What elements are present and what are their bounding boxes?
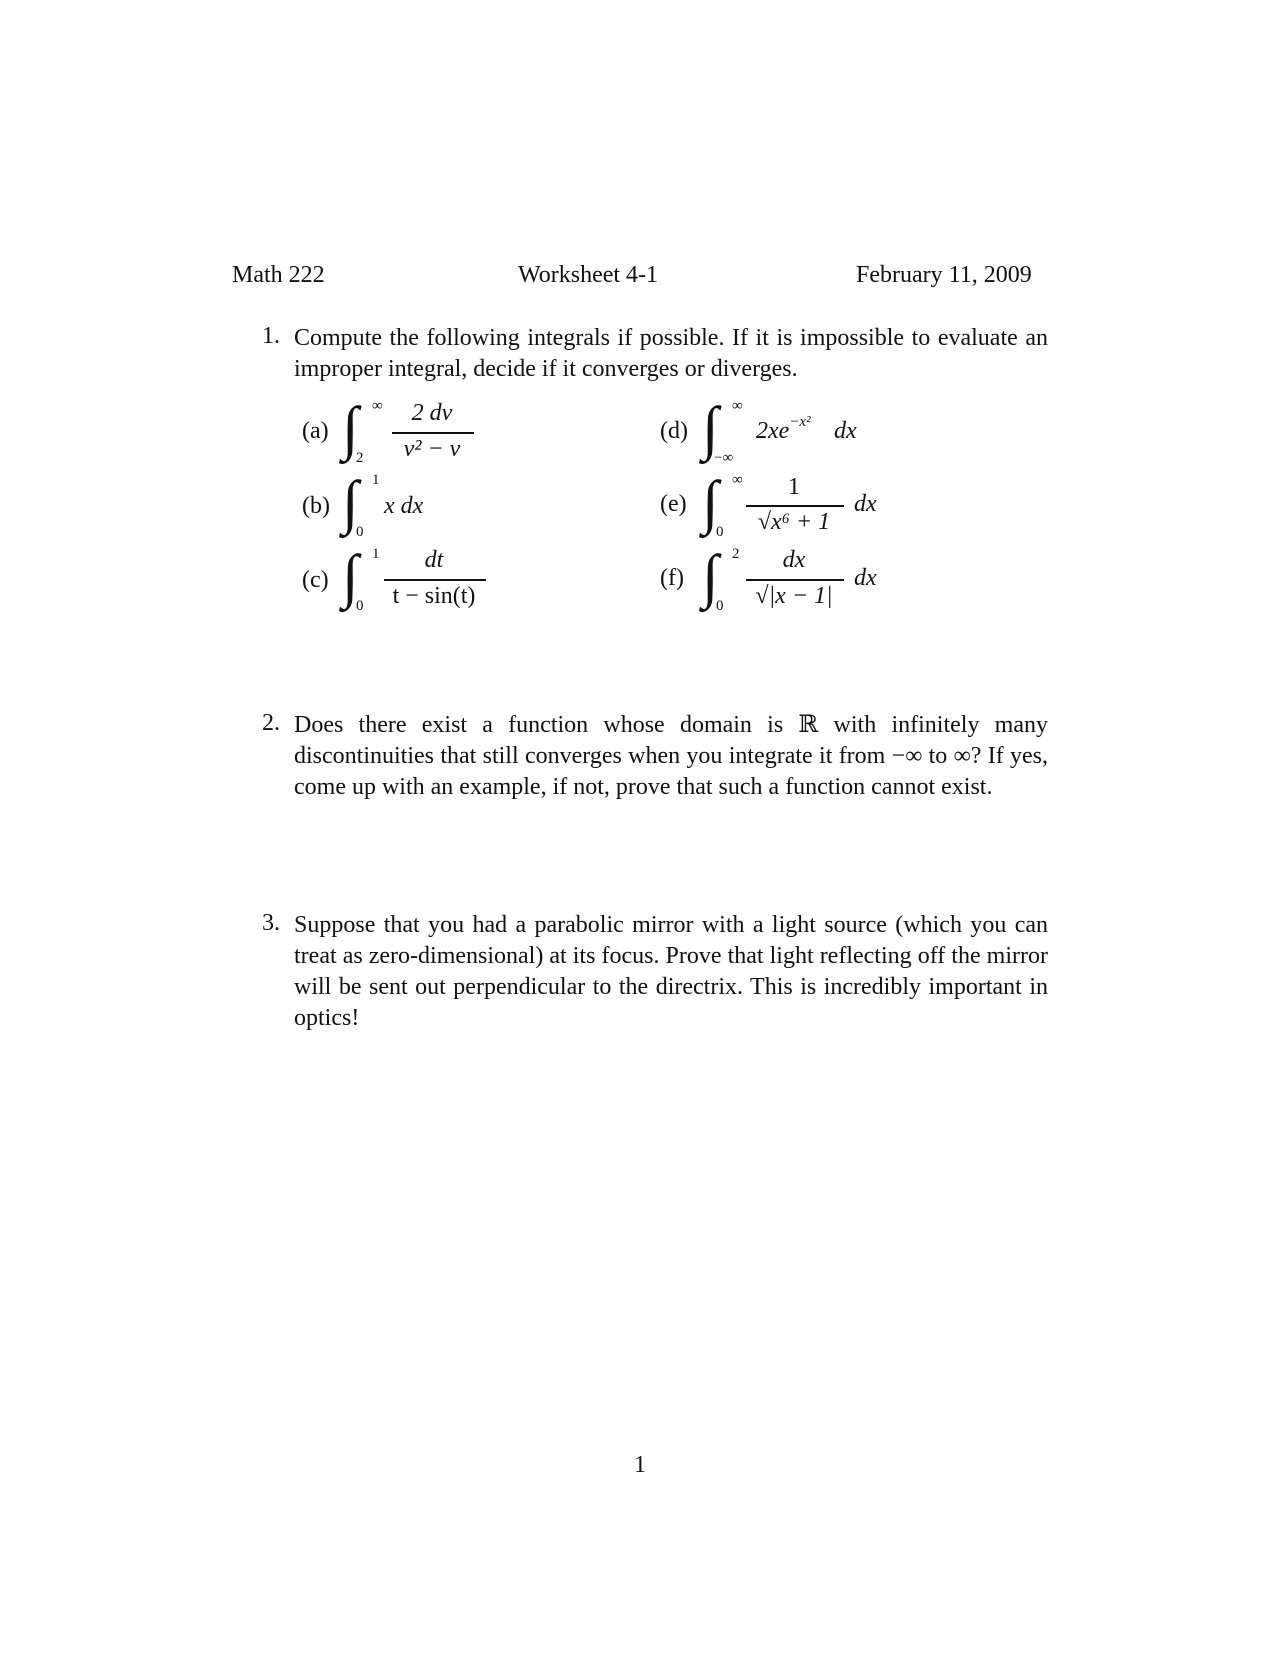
part-f-label: (f) [660, 565, 684, 591]
worksheet-date: February 11, 2009 [856, 262, 1032, 288]
part-c-upper-limit: 1 [372, 546, 380, 562]
part-d-label: (d) [660, 418, 688, 444]
part-b-integrand: x dx [384, 493, 424, 519]
integral-sign-d: ∫ [702, 395, 719, 461]
part-f-denominator: √|x − 1| [755, 583, 833, 609]
part-c-denominator: t − sin(t) [392, 583, 476, 609]
integral-sign-b: ∫ [342, 469, 359, 535]
problem-3-text: Suppose that you had a parabolic mirror with a light source (which you can treat as zero-dimensional) at its focus. Prove that light reflecting off the mirror will be sent out perpendicular to the directrix. This is incredibly important in optics! [294, 912, 1048, 1031]
integral-sign-f: ∫ [702, 543, 719, 609]
course-name: Math 222 [232, 262, 325, 288]
problem-3-number: 3. [262, 910, 280, 936]
part-d-upper-limit: ∞ [732, 398, 743, 414]
part-b-label: (b) [302, 493, 330, 519]
part-c-fraction-bar [384, 579, 486, 581]
part-e-numerator: 1 [788, 474, 800, 500]
part-d-differential: dx [834, 418, 857, 444]
part-f-fraction-bar [746, 579, 844, 581]
part-f-lower-limit: 0 [716, 598, 724, 614]
part-d-lower-limit: −∞ [714, 450, 734, 466]
part-a-denominator: v² − v [403, 436, 461, 462]
page-number: 1 [634, 1452, 646, 1478]
part-d-base: 2xe [756, 418, 790, 444]
integral-sign-c: ∫ [342, 543, 359, 609]
part-a-upper-limit: ∞ [372, 398, 383, 414]
part-e-lower-limit: 0 [716, 524, 724, 540]
part-f-differential: dx [854, 565, 877, 591]
part-e-fraction-bar [746, 505, 844, 507]
worksheet-title: Worksheet 4-1 [518, 262, 659, 288]
part-b-upper-limit: 1 [372, 472, 380, 488]
problem-1-text: Compute the following integrals if possible. If it is impossible to evaluate an improper integral, decide if it converges or diverges. [294, 325, 1048, 382]
part-a-fraction-bar [392, 432, 474, 434]
part-f-upper-limit: 2 [732, 546, 740, 562]
part-c-label: (c) [302, 567, 329, 593]
problem-2-number: 2. [262, 710, 280, 736]
part-a-numerator: 2 dv [411, 400, 453, 426]
part-f-numerator: dx [782, 547, 806, 573]
part-a-label: (a) [302, 418, 329, 444]
part-e-upper-limit: ∞ [732, 472, 743, 488]
part-e-label: (e) [660, 491, 687, 517]
part-b-lower-limit: 0 [356, 524, 364, 540]
problem-2-text: Does there exist a function whose domain is ℝ with infinitely many discontinuities that still converges when you integrate it from −∞ to ∞? If yes, come up with an example, if not, prove that such a function cannot exist. [294, 712, 1048, 800]
part-c-lower-limit: 0 [356, 598, 364, 614]
part-c-numerator: dt [424, 547, 444, 573]
problem-1-number: 1. [262, 323, 280, 349]
part-e-denominator: √x⁶ + 1 [757, 509, 831, 535]
part-e-differential: dx [854, 491, 877, 517]
integral-sign-e: ∫ [702, 469, 719, 535]
part-d-exponent: −x² [789, 414, 811, 430]
part-a-lower-limit: 2 [356, 450, 364, 466]
part-d-integrand [756, 414, 811, 445]
integral-sign-a: ∫ [342, 395, 359, 461]
